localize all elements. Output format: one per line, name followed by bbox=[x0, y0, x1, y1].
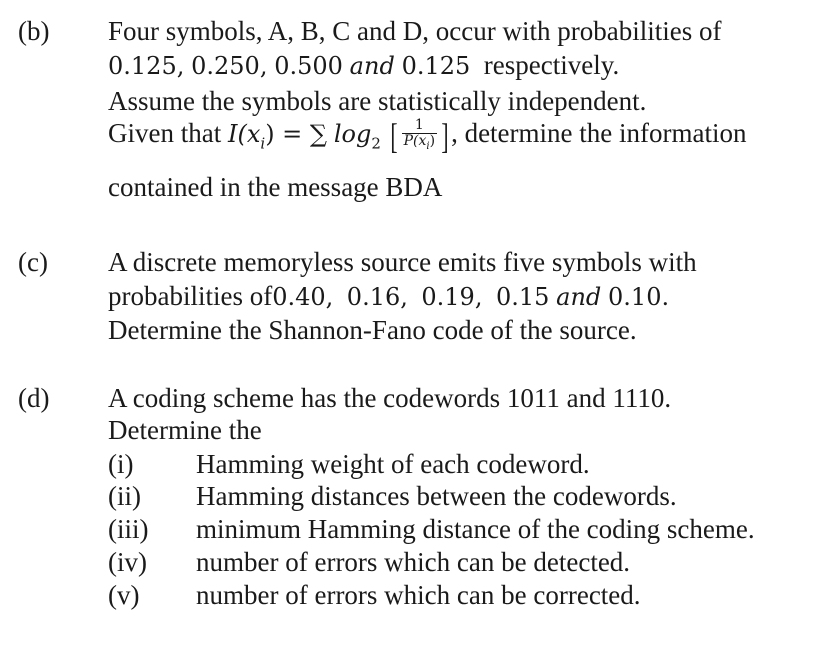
formula-lhs: I(x bbox=[227, 120, 261, 149]
fraction-denominator-sub: i bbox=[426, 140, 430, 152]
sub-item-label: (i) bbox=[108, 449, 134, 479]
question-c-line-1: A discrete memoryless source emits five symbols with bbox=[108, 247, 697, 277]
question-c-label: (c) bbox=[18, 247, 48, 277]
probability-d: 0.125 bbox=[401, 52, 471, 80]
question-d-line-2: Determine the bbox=[108, 415, 262, 445]
right-bracket: ] bbox=[441, 116, 449, 156]
question-b-line-2: 0.125, 0.250, 0.500 and 0.125 respectively. bbox=[108, 50, 620, 80]
probability-b: 0.250, bbox=[191, 52, 268, 80]
sub-item-text: minimum Hamming distance of the coding scheme. bbox=[196, 514, 755, 544]
log-text: log bbox=[333, 120, 372, 149]
fraction bbox=[402, 118, 437, 154]
probability-c: 0.500 bbox=[274, 52, 343, 80]
respectively-text: respectively. bbox=[483, 50, 620, 80]
question-b-line-1: Four symbols, A, B, C and D, occur with probabilities of bbox=[108, 16, 722, 46]
value-1: 0.40, bbox=[272, 283, 334, 311]
sub-item-text: Hamming weight of each codeword. bbox=[196, 449, 590, 479]
question-c-line-3: Determine the Shannon-Fano code of the source. bbox=[108, 315, 637, 345]
sub-item-label: (v) bbox=[108, 580, 140, 610]
and-word: and bbox=[349, 52, 395, 80]
and-word-c: and bbox=[556, 283, 602, 311]
fraction-denominator: P(x bbox=[403, 133, 427, 150]
question-b-line-3: Assume the symbols are statistically independent. bbox=[108, 86, 647, 116]
question-c-line-2 bbox=[108, 281, 669, 312]
sub-item-label: (iv) bbox=[108, 547, 147, 577]
question-b-line-4 bbox=[108, 118, 746, 154]
formula-lhs-sub: i bbox=[260, 134, 266, 153]
sub-item-label: (ii) bbox=[108, 481, 141, 511]
value-2: 0.16, bbox=[346, 283, 408, 311]
question-b-label: (b) bbox=[18, 16, 50, 46]
value-5: 0.10. bbox=[608, 283, 670, 311]
question-d-label: (d) bbox=[18, 383, 50, 413]
given-text: Given that bbox=[108, 118, 222, 149]
sub-item-text: number of errors which can be detected. bbox=[196, 547, 631, 577]
fraction-denominator-close: ) bbox=[429, 133, 436, 150]
fraction-numerator: 1 bbox=[402, 118, 437, 134]
probabilities-of-text: probabilities of bbox=[108, 281, 273, 311]
question-b-line-5: contained in the message BDA bbox=[108, 172, 443, 202]
determine-text: , determine the information bbox=[451, 118, 747, 149]
probability-a: 0.125 bbox=[108, 52, 177, 80]
log-base: 2 bbox=[371, 134, 381, 153]
formula-eq: ) = ∑ bbox=[265, 120, 328, 149]
question-d-line-1: A coding scheme has the codewords 1011 and 1110. bbox=[108, 383, 672, 413]
sub-item-text: number of errors which can be corrected. bbox=[196, 580, 641, 610]
sub-item-text: Hamming distances between the codewords. bbox=[196, 481, 677, 511]
left-bracket: [ bbox=[390, 116, 398, 156]
value-4: 0.15 bbox=[495, 283, 550, 311]
value-3: 0.19, bbox=[421, 283, 483, 311]
sub-item-label: (iii) bbox=[108, 514, 149, 544]
